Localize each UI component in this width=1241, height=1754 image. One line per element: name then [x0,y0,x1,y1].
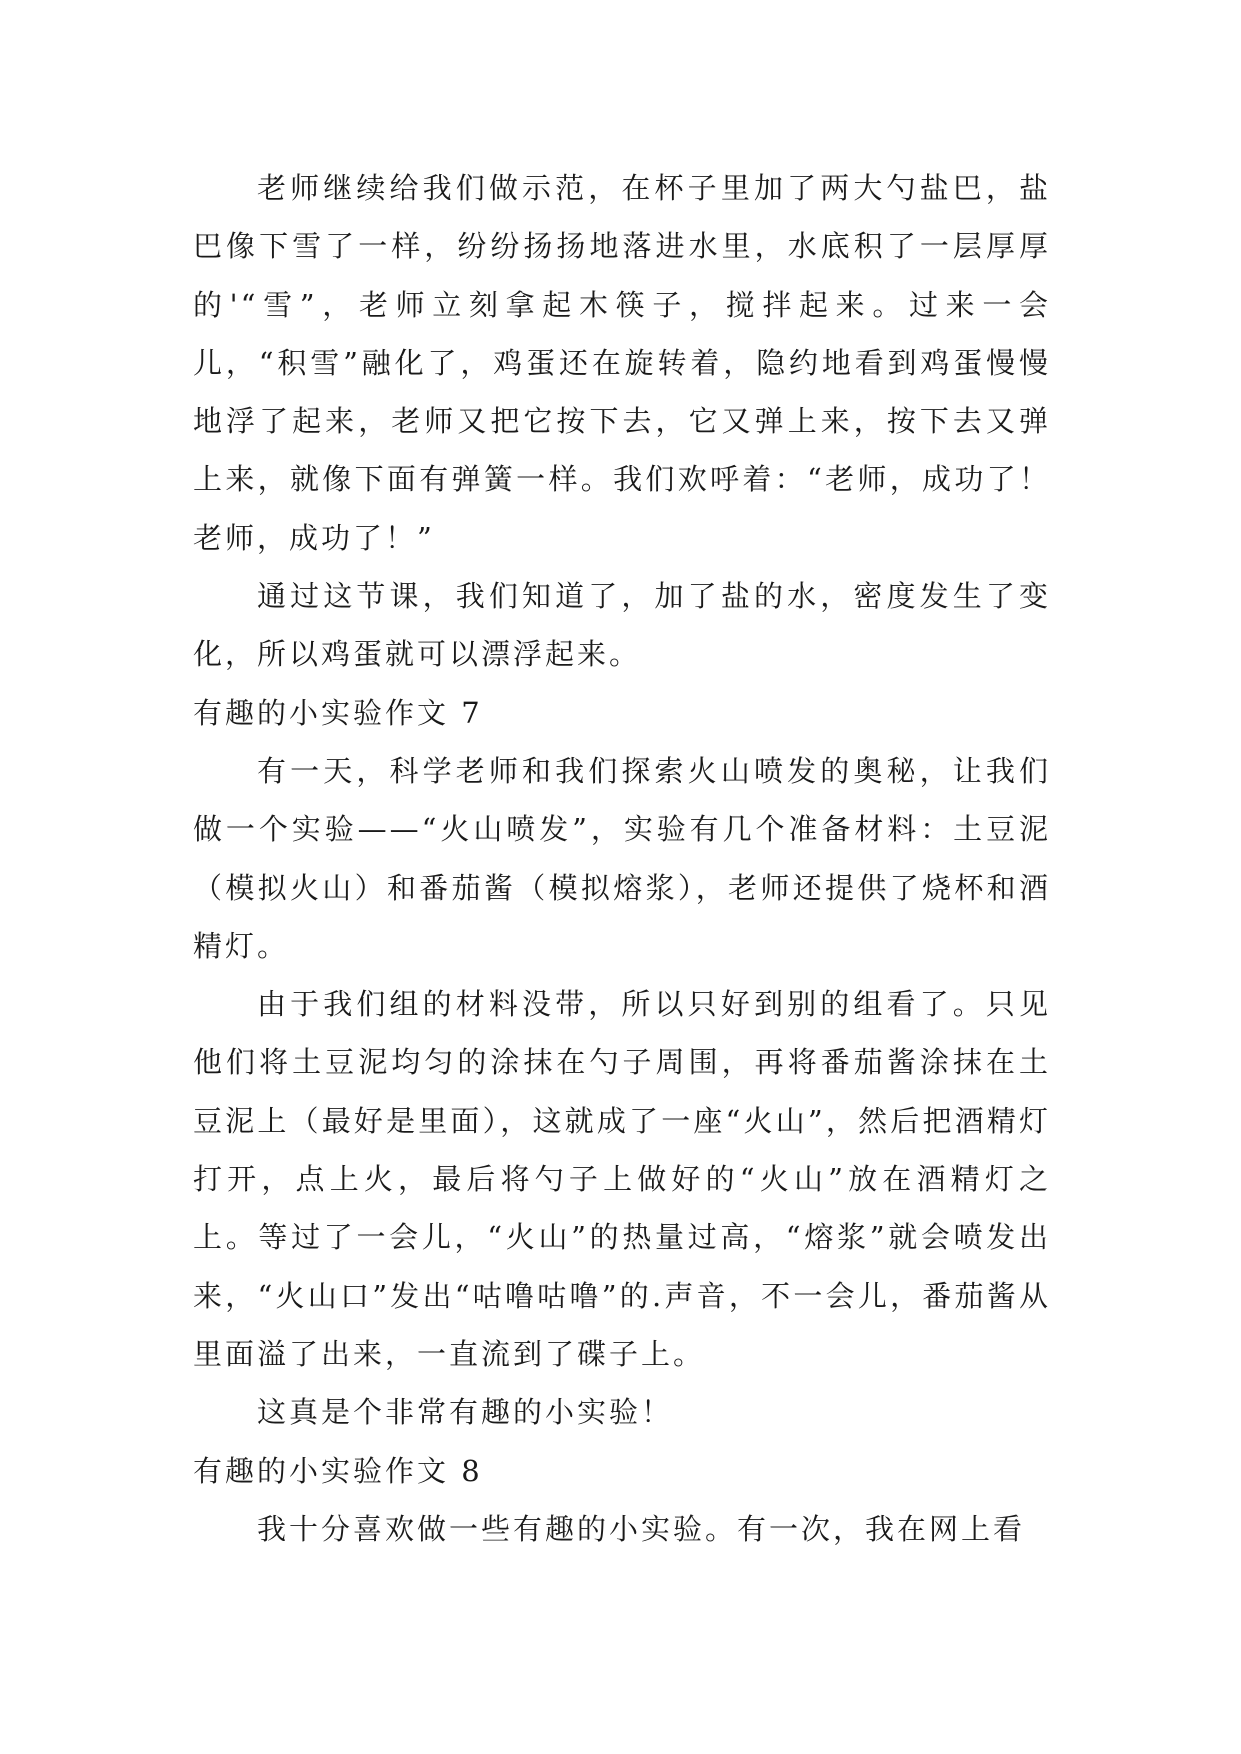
paragraph: 这真是个非常有趣的小实验！ [257,1395,674,1430]
paragraph: 我十分喜欢做一些有趣的小实验。有一次，我在网上看 [257,1511,1026,1546]
paragraph: 老师继续给我们做示范，在杯子里加了两大勺盐巴，盐巴像下雪了一样，纷纷扬扬地落进水里，水底积了一层厚厚的'“雪”，老师立刻拿起木筷子，搅拌起来。过来一会儿，“积雪”融化了，鸡蛋还在旋转着，隐约地看到鸡蛋慢慢地浮了起来，老师又把它按下去，它又弹上来，按下去又弹上来，就像下面有弹簧一样。我们欢呼着：“老师，成功了！老师，成功了！” [193,171,1051,555]
document-body [193,159,1051,1558]
paragraph: 由于我们组的材料没带，所以只好到别的组看了。只见他们将土豆泥均匀的涂抹在勺子周围，再将番茄酱涂抹在土豆泥上（最好是里面），这就成了一座“火山”，然后把酒精灯打开，点上火，最后将勺子上做好的“火山”放在酒精灯之上。等过了一会儿，“火山”的热量过高，“熔浆”就会喷发出来，“火山口”发出“咕噜咕噜”的.声音，不一会儿，番茄酱从里面溢了出来，一直流到了碟子上。 [193,987,1051,1371]
section-heading: 有趣的小实验作文 7 [193,695,483,730]
paragraph: 通过这节课，我们知道了，加了盐的水，密度发生了变化，所以鸡蛋就可以漂浮起来。 [193,579,1051,672]
section-heading: 有趣的小实验作文 8 [193,1453,483,1488]
paragraph: 有一天，科学老师和我们探索火山喷发的奥秘，让我们做一个实验——“火山喷发”，实验有几个准备材料：土豆泥（模拟火山）和番茄酱（模拟熔浆），老师还提供了烧杯和酒精灯。 [193,753,1051,963]
